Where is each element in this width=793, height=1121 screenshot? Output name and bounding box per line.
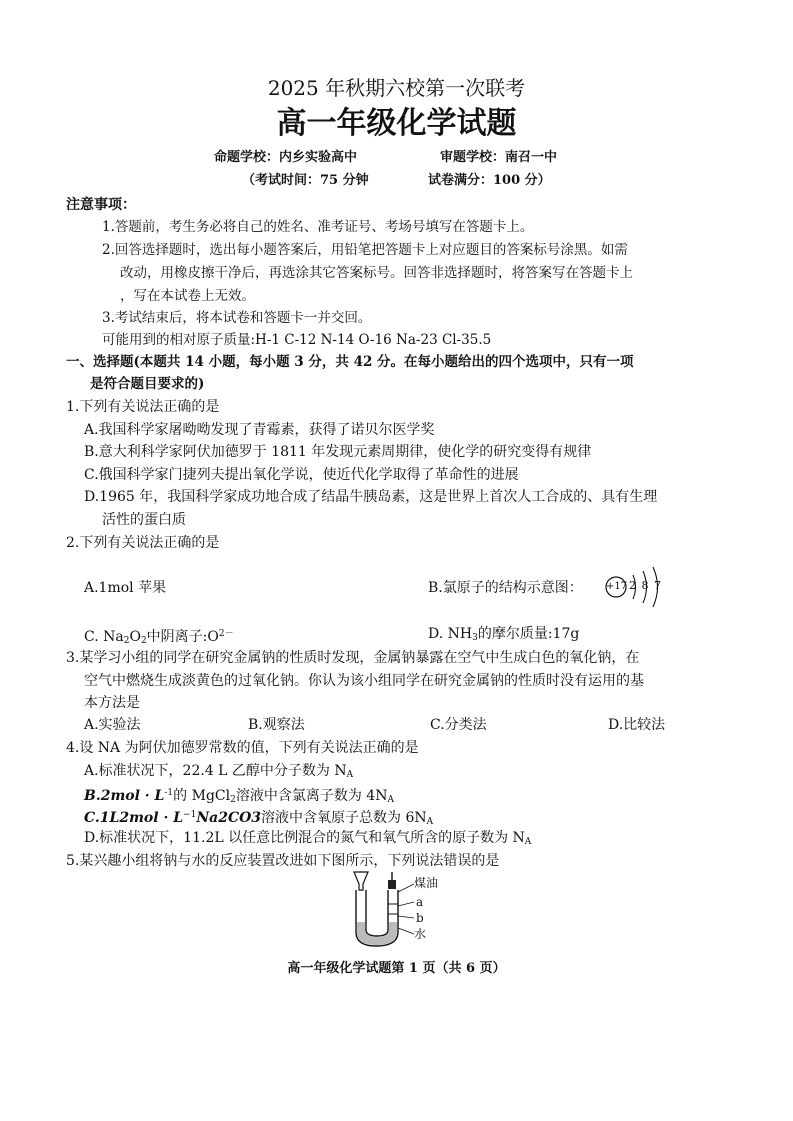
section-heading: 一、选择题(本题共 14 小题，每小题 3 分，共 42 分。在每小题给出的四个选项中，只有一项 bbox=[66, 354, 634, 370]
chlorine-shells: 2 8 7 bbox=[629, 579, 662, 592]
q5-stem: 5.某兴趣小组将钠与水的反应装置改进如下图所示，下列说法错误的是 bbox=[66, 853, 500, 869]
q1-stem: 1.下列有关说法正确的是 bbox=[66, 399, 220, 415]
q4-option-c: $C.1L2mol \cdot L^{-1}Na2CO3$溶液中含氧原子总数为 $6N_A$ bbox=[84, 810, 434, 827]
section-heading-cont: 是符合题目要求的) bbox=[90, 376, 205, 392]
q4-stem: 4.设 NA 为阿伏加德罗常数的值，下列有关说法正确的是 bbox=[66, 740, 419, 756]
q1-option-b: B.意大利科学家阿伏加德罗于 1811 年发现元素周期律，使化学的研究变得有规律 bbox=[84, 444, 592, 460]
label-kerosene: 煤油 bbox=[414, 876, 439, 890]
note-item-1: 1.答题前，考生务必将自己的姓名、准考证号、考场号填写在答题卡上。 bbox=[102, 219, 534, 235]
exam-score: 试卷满分：100 分） bbox=[428, 173, 551, 188]
note-item-2: 2.回答选择题时，选出每小题答案后，用铅笔把答题卡上对应题目的答案标号涂黑。如需 bbox=[102, 242, 628, 258]
label-a: a bbox=[416, 895, 424, 909]
q2-option-b: B.氯原子的结构示意图： bbox=[428, 580, 583, 596]
q2-option-d: D. $NH_3$的摩尔质量:17g bbox=[428, 626, 580, 643]
apparatus-leader-lines bbox=[396, 880, 416, 942]
q2-option-c: C. $Na_2O_2$中阴离子$:O^{2-}$ bbox=[84, 629, 234, 646]
atomic-masses: 可能用到的相对原子质量:H-1 C-12 N-14 O-16 Na-23 Cl-35.5 bbox=[102, 332, 492, 348]
chlorine-nucleus: +17 bbox=[606, 581, 628, 592]
q3-option-c: C.分类法 bbox=[430, 717, 487, 733]
q3-option-b: B.观察法 bbox=[248, 717, 305, 733]
q4-option-a: A.标准状况下，22.4 L 乙醇中分子数为 $N_A$ bbox=[84, 763, 354, 780]
reviewer-school: 审题学校：南召一中 bbox=[440, 150, 558, 165]
q2-option-a: A.1mol 苹果 bbox=[84, 580, 167, 596]
q1-option-c: C.俄国科学家门捷列夫提出氧化学说，使近代化学取得了革命性的进展 bbox=[84, 467, 519, 483]
exam-time: （考试时间：75 分钟 bbox=[242, 173, 369, 188]
note-item-3: 3.考试结束后，将本试卷和答题卡一并交回。 bbox=[102, 310, 372, 326]
notes-heading: 注意事项： bbox=[66, 197, 136, 213]
q3-stem-2: 空气中燃烧生成淡黄色的过氧化钠。你认为该小组同学在研究金属钠的性质时没有运用的基 bbox=[84, 673, 644, 689]
q3-option-a: A.实验法 bbox=[84, 717, 141, 733]
q1-option-a: A.我国科学家屠呦呦发现了青霉素，获得了诺贝尔医学奖 bbox=[84, 422, 435, 438]
label-water: 水 bbox=[414, 927, 427, 941]
note-item-2-cont: 改动，用橡皮擦干净后，再选涂其它答案标号。回答非选择题时，将答案写在答题卡上 bbox=[120, 265, 633, 281]
q3-option-d: D.比较法 bbox=[608, 717, 666, 733]
q4-option-b: $B.2mol \cdot L^{-1}$的 MgCl$_2$溶液中含氯离子数为 $4N_A$ bbox=[84, 788, 394, 805]
q3-stem-3: 本方法是 bbox=[84, 695, 140, 711]
q2-stem: 2.下列有关说法正确的是 bbox=[66, 535, 220, 551]
page-title: 高一年级化学试题 bbox=[276, 106, 517, 141]
q4-option-d: D.标准状况下，11.2L 以任意比例混合的氮气和氧气所含的原子数为 $N_A$ bbox=[84, 830, 532, 847]
q3-stem-1: 3.某学习小组的同学在研究金属钠的性质时发现，金属钠暴露在空气中生成白色的氧化钠，在 bbox=[66, 650, 640, 666]
q1-option-d-cont: 活性的蛋白质 bbox=[102, 512, 186, 528]
page-footer: 高一年级化学试题第 1 页（共 6 页） bbox=[287, 961, 506, 976]
exam-name: 2025 年秋期六校第一次联考 bbox=[267, 76, 526, 100]
label-b: b bbox=[416, 911, 424, 925]
proposer-school: 命题学校：内乡实验高中 bbox=[214, 150, 358, 165]
q1-option-d: D.1965 年，我国科学家成功地合成了结晶牛胰岛素，这是世界上首次人工合成的、具有生理 bbox=[84, 489, 658, 505]
note-item-2-end: ，写在本试卷上无效。 bbox=[120, 288, 255, 304]
